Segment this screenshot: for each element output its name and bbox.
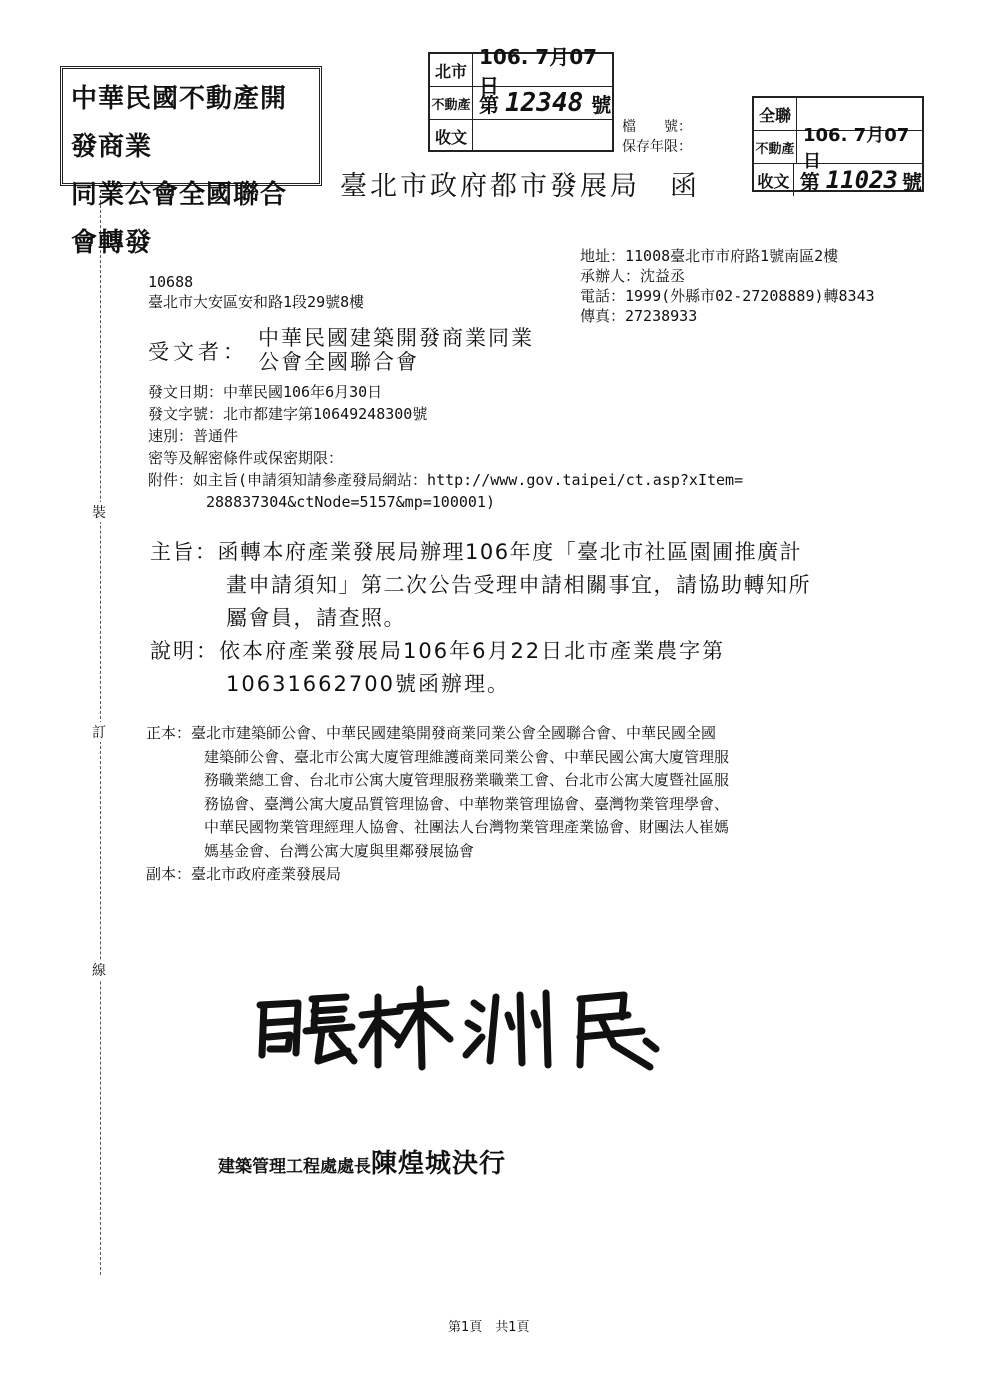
meta-speed: 速別：普通件 [148, 427, 239, 445]
binding-char-zhuang: 裝 [92, 502, 106, 522]
original-recipients-line1: 正本：臺北市建築師公會、中華民國建築開發商業同業公會全國聯合會、中華民國全國 [146, 724, 717, 742]
explanation-line1: 說明：依本府產業發展局106年6月22日北市產業農字第 [150, 639, 726, 663]
explanation-paragraph [150, 635, 890, 701]
subject-line1: 主旨：函轉本府產業發展局辦理106年度「臺北市社區園圃推廣計 [150, 540, 803, 564]
receipt-stamp-national-number: 11023 [825, 166, 898, 194]
original-recipients-line3: 務職業總工會、台北市公寓大廈管理服務業職業工會、台北市公寓大廈暨社區服 [204, 771, 730, 789]
recipient-postal-code: 10688 [148, 273, 194, 291]
forwarding-stamp-line2: 同業公會全國聯合會轉發 [71, 180, 288, 258]
subject-line3: 屬會員，請查照。 [226, 606, 406, 630]
receipt-stamp-national-label-bottom: 收文 [754, 164, 794, 196]
contact-handler: 承辦人：沈益丞 [580, 267, 686, 285]
receipt-stamp-national-number-prefix: 第 [799, 169, 820, 194]
recipient-name [258, 326, 598, 374]
director-signature [250, 975, 680, 1075]
delegate-name: 陳煌城決行 [371, 1149, 507, 1179]
receipt-stamp-city-label-top: 北市 [430, 54, 473, 86]
receipt-stamp-national-label-top: 全聯 [754, 98, 797, 130]
delegated-approval [218, 1143, 506, 1180]
binding-char-xian: 線 [92, 960, 106, 980]
receipt-stamp-national-date: 106. 7月07日 [803, 125, 910, 172]
receipt-stamp-national-number-suffix: 號 [902, 169, 922, 194]
recipient-name-line2: 公會全國聯合會 [258, 350, 419, 374]
archive-fields [622, 117, 692, 157]
receipt-stamp-city [428, 45, 614, 152]
page-number: 第1頁 共1頁 [448, 1320, 530, 1335]
recipient-mailing-address [148, 272, 364, 312]
meta-attachment-line1: 附件：如主旨(申請須知請參產發局網站：http://www.gov.taipei/ct.asp?xItem= [148, 471, 744, 489]
explanation-line2: 10631662700號函辦理。 [226, 672, 510, 696]
receipt-stamp-national [752, 96, 924, 192]
contact-address: 地址：11008臺北市市府路1號南區2樓 [580, 247, 839, 265]
contact-fax: 傳真：27238933 [580, 307, 698, 325]
copy-recipients: 副本：臺北市政府產業發展局 [146, 865, 342, 883]
receipt-stamp-national-label-mid: 不動產 [754, 131, 797, 163]
document-meta [148, 381, 848, 513]
recipient-address: 臺北市大安區安和路1段29號8樓 [148, 293, 365, 311]
distribution-list [146, 722, 906, 887]
meta-date: 發文日期：中華民國106年6月30日 [148, 383, 383, 401]
contact-phone: 電話：1999(外縣市02-27208889)轉8343 [580, 287, 875, 305]
meta-doc-no: 發文字號：北市都建字第10649248300號 [148, 405, 428, 423]
forwarding-stamp [60, 66, 322, 258]
receipt-stamp-city-number: 12348 [505, 88, 584, 118]
contact-block [580, 246, 875, 326]
binding-char-ding: 訂 [92, 722, 106, 742]
subject-line2: 畫申請須知」第二次公告受理申請相關事宜，請協助轉知所 [226, 573, 811, 597]
meta-attachment-line2: 288837304&ctNode=5157&mp=100001) [206, 493, 495, 511]
document-title: 臺北市政府都市發展局 函 [340, 171, 700, 202]
forwarding-stamp-line1: 中華民國不動產開發商業 [71, 84, 288, 162]
meta-secrecy: 密等及解密條件或保密期限： [148, 449, 344, 467]
archive-file-no-label: 檔 號： [622, 119, 692, 135]
original-recipients-line2: 建築師公會、臺北市公寓大廈管理維護商業同業公會、中華民國公寓大廈管理服 [204, 747, 730, 766]
recipient-name-line1: 中華民國建築開發商業同業 [258, 326, 534, 350]
recipient-label: 受文者： [148, 340, 248, 364]
archive-retention-label: 保存年限： [622, 139, 692, 155]
original-recipients-line4: 務協會、臺灣公寓大廈品質管理協會、中華物業管理協會、臺灣物業管理學會、 [204, 794, 730, 813]
delegate-title: 建築管理工程處處長 [218, 1157, 371, 1177]
receipt-stamp-city-date: 106. 7月07日 [479, 45, 598, 98]
receipt-stamp-city-number-suffix: 號 [591, 92, 612, 117]
receipt-stamp-city-label-bottom: 收文 [430, 120, 473, 152]
receipt-stamp-city-label-mid: 不動產 [430, 87, 473, 119]
original-recipients-line6: 媽基金會、台灣公寓大廈與里鄰發展協會 [204, 841, 475, 860]
subject-paragraph [150, 536, 890, 635]
receipt-stamp-city-number-prefix: 第 [479, 92, 499, 117]
original-recipients-line5: 中華民國物業管理經理人協會、社團法人台灣物業管理產業協會、財團法人崔媽 [204, 818, 730, 836]
